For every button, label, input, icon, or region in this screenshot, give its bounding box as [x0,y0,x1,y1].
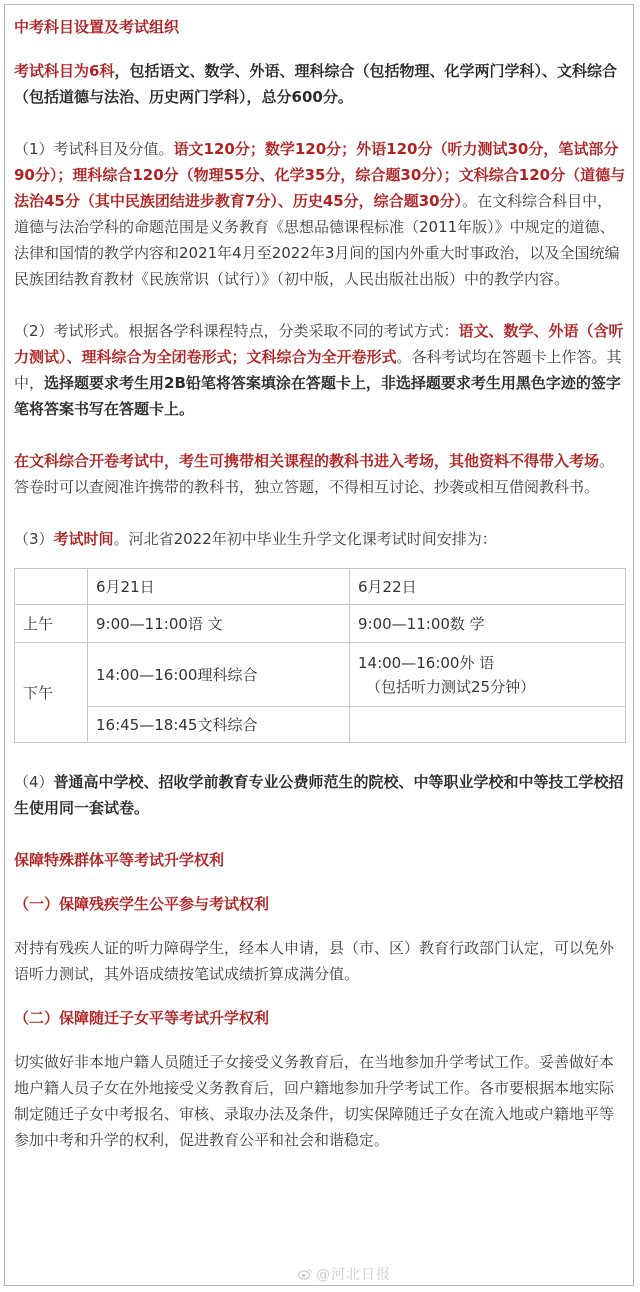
subjects-count: 考试科目为6科 [14,62,115,80]
sub2-text: 切实做好非本地户籍人员随迁子女接受义务教育后，在当地参加升学考试工作。妥善做好本地户籍人员子女在外地接受义务教育后，回户籍地参加升学考试工作。各市要根据本地实际制定随迁子女中考报名、审核、录取办法及条件，切实保障随迁子女在流入地或户籍地平等参加中考和升学的权利，促进教育公平和社会和谐稳定。 [14,1053,615,1149]
scores-paragraph [14,136,626,292]
date-header-day1: 6月21日 [88,569,350,605]
sub1-title: （一）保障残疾学生公平参与考试权利 [14,895,270,913]
time-paragraph [14,526,626,552]
afternoon-exam1-day1: 14:00—16:00理科综合 [88,643,350,707]
table-row [15,605,626,643]
format-intro: （2）考试形式。根据各学科课程特点，分类采取不同的考试方式： [14,322,459,340]
format-answer-intro: 。各科考试均在答题卡上作答。其中， [14,348,622,392]
time-intro: 。河北省2022年初中毕业生升学文化课考试时间安排为： [113,530,497,548]
open-book-rule: 在文科综合开卷考试中，考生可携带相关课程的教科书进入考场，其他资料不得带入考场 [14,452,600,470]
subjects-list: ，包括语文、数学、外语、理科综合（包括物理、化学两门学科）、文科综合（包括道德与法治、历史两门学科），总分600分。 [14,62,617,106]
format-answer-rule: 选择题要求考生用2B铅笔将答案填涂在答题卡上，非选择题要求考生用黑色字迹的签字笔将答案书写在答题卡上。 [14,374,621,418]
paper-paragraph [14,769,626,821]
afternoon-exam2-day1: 16:45—18:45文科综合 [88,707,350,743]
section2-title: 保障特殊群体平等考试升学权利 [14,851,225,869]
table-cell-empty [15,569,88,605]
article-content [14,10,626,1153]
afternoon-exam1-day2-time: 14:00—16:00外 语 [358,653,495,672]
weibo-icon [298,1268,312,1280]
afternoon-exam1-day2 [350,643,626,707]
sub2-title: （二）保障随迁子女平等考试升学权利 [14,1009,270,1027]
morning-exam-day2: 9:00—11:00数 学 [350,605,626,643]
watermark-text: @河北日报 [316,1267,391,1283]
scores-detail: 语文120分；数学120分；外语120分（听力测试30分，笔试部分90分）；理科综合120分（物理55分、化学35分，综合题30分）；文科综合120分（道德与法治45分（其中民族团结进步教育7分）、历史45分，综合题30分） [14,140,626,210]
open-book-paragraph [14,448,626,500]
time-label: 考试时间 [53,530,114,548]
morning-exam-day1: 9:00—11:00语 文 [88,605,350,643]
exam-schedule-table [14,568,626,743]
afternoon-exam1-day2-note: （包括听力测试25分钟） [366,677,536,696]
date-header-day2: 6月22日 [350,569,626,605]
paper-rule: 普通高中学校、招收学前教育专业公费师范生的院校、中等职业学校和中等技工学校招生使用同一套试卷。 [14,773,624,817]
scores-scope: 。在文科综合科目中，道德与法治学科的命题范围是义务教育《思想品德课程标准（2011年版）》中规定的道德、法律和国情的教学内容和2021年4月至2022年3月间的国内外重大时事政治，以及全国统编民族团结教育教材《民族常识（试行）》（初中版，人民出版社出版）中的教学内容。 [14,192,620,288]
table-row [15,569,626,605]
section-title: 中考科目设置及考试组织 [14,18,180,36]
scores-intro: （1）考试科目及分值。 [14,140,174,158]
afternoon-exam2-day2 [350,707,626,743]
table-row [15,707,626,743]
time-number: （3） [14,530,54,548]
source-watermark [298,1264,391,1284]
paper-number: （4） [14,773,54,791]
subjects-paragraph [14,58,626,110]
period-morning: 上午 [15,605,88,643]
format-paragraph [14,318,626,422]
table-row [15,643,626,707]
period-afternoon: 下午 [15,643,88,743]
sub1-text: 对持有残疾人证的听力障碍学生，经本人申请，县（市、区）教育行政部门认定，可以免外语听力测试，其外语成绩按笔试成绩折算成满分值。 [14,939,615,983]
open-book-detail: 。答卷时可以查阅准许携带的教科书，独立答题，不得相互讨论、抄袭或相互借阅教科书。 [14,452,615,496]
format-detail: 语文、数学、外语（含听力测试）、理科综合为全闭卷形式；文科综合为全开卷形式 [14,322,624,366]
